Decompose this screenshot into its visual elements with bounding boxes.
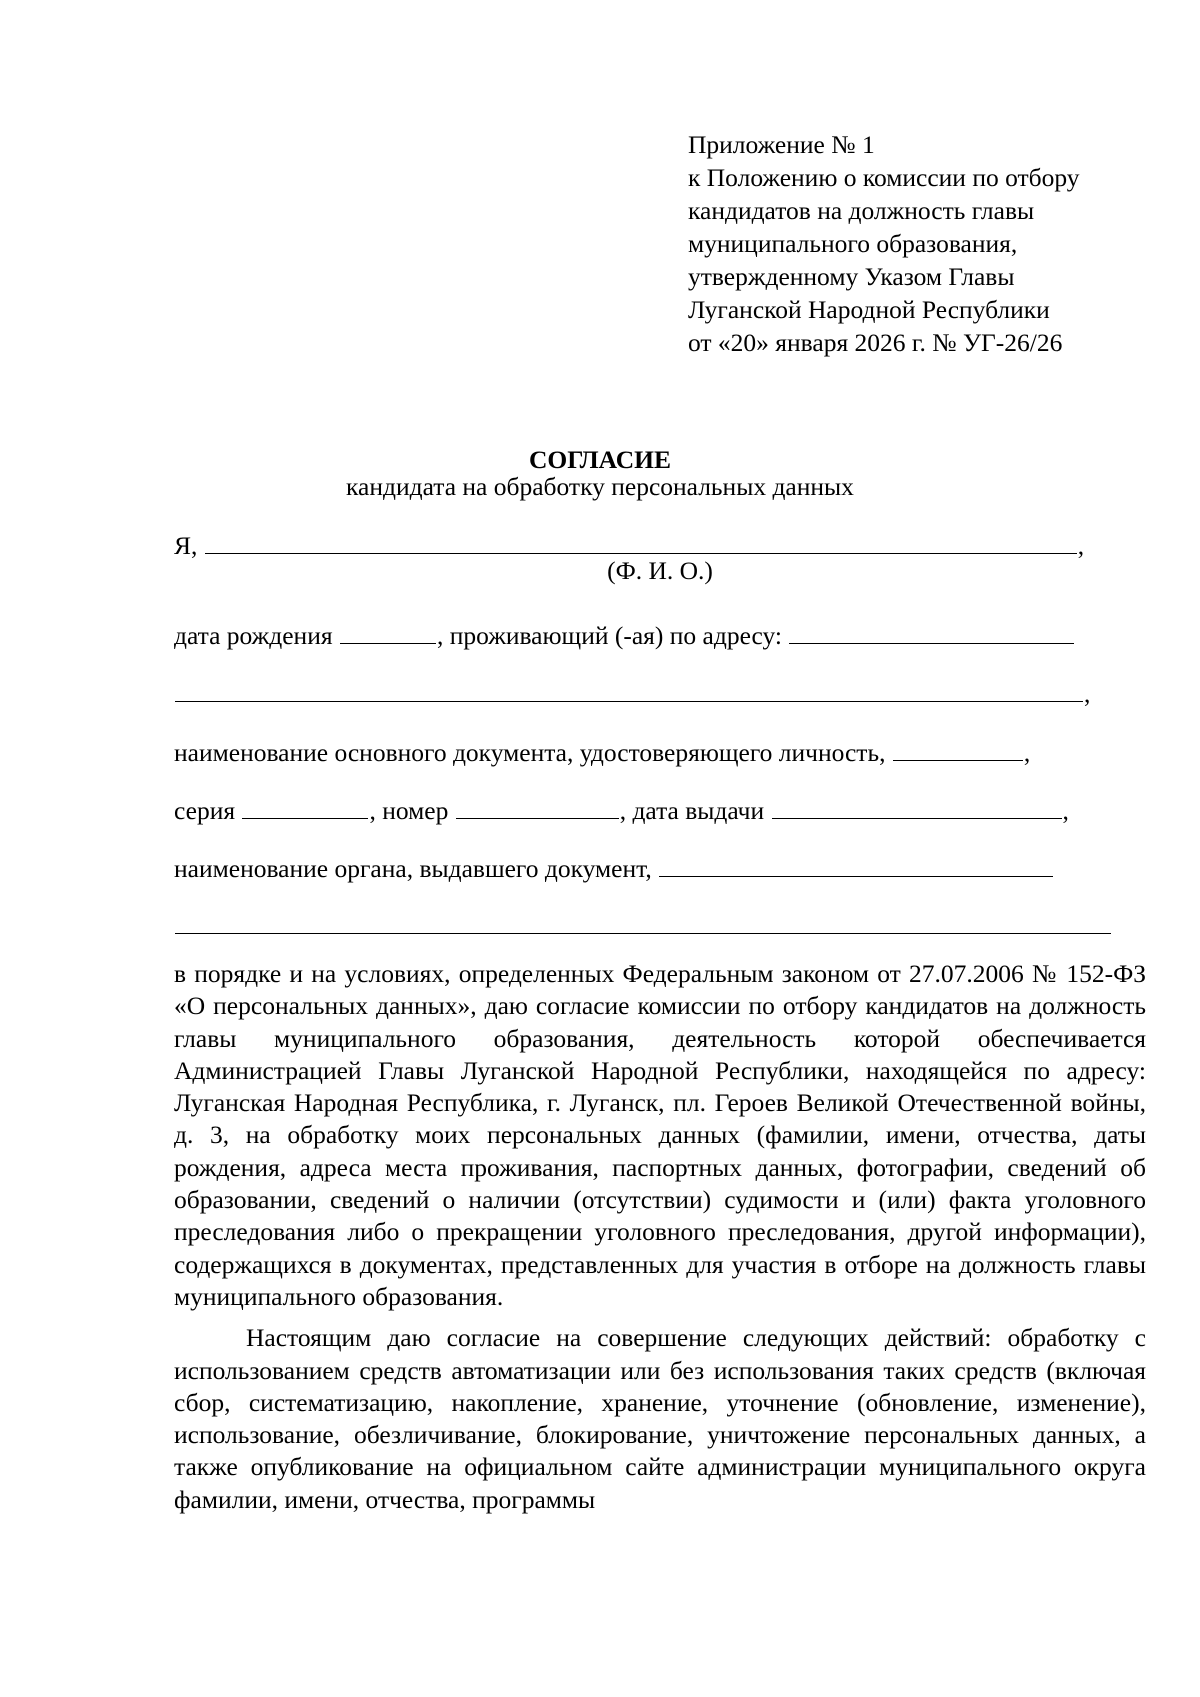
fio-blank[interactable] (205, 531, 1077, 554)
issuer-continuation-line (174, 910, 1112, 942)
document-subtitle: кандидата на обработку персональных данных (346, 472, 854, 501)
appendix-line: утвержденному Указом Главы (688, 262, 1015, 291)
series-number-line (174, 795, 1069, 827)
birth-label: дата рождения (174, 621, 333, 650)
appendix-line: Приложение № 1 (688, 130, 875, 159)
appendix-line: Луганской Народной Республики (688, 295, 1050, 324)
document-title: СОГЛАСИЕ (528, 445, 672, 474)
issuer-blank[interactable] (659, 854, 1053, 877)
number-label: , номер (369, 796, 449, 825)
fio-suffix: , (1077, 531, 1085, 560)
issuer-continuation-blank[interactable] (175, 911, 1111, 934)
appendix-header (688, 128, 1168, 359)
issuer-line (174, 853, 1054, 885)
series-label: серия (174, 796, 236, 825)
consent-body (174, 958, 1146, 1516)
consent-paragraph-2: Настоящим даю согласие на совершение следующих действий: обработку с использованием средств автоматизации или без использования таких средств (включая сбор, систематизацию, накопление, хранение, уточнение (обновление, изменение), использование, обезличивание, блокирование, уничтожение персональных данных, а также опубликование на официальном сайте администрации муниципального округа фамилии, имени, отчества, программы (174, 1323, 1146, 1514)
appendix-line: к Положению о комиссии по отбору (688, 163, 1080, 192)
id-document-line (174, 737, 1030, 769)
issuer-label: наименование органа, выдавшего документ, (174, 854, 652, 883)
issue-date-label: , дата выдачи (619, 796, 765, 825)
consent-paragraph-1: в порядке и на условиях, определенных Федеральным законом от 27.07.2006 № 152-ФЗ «О персональных данных», даю согласие комиссии по отбору кандидатов на должность главы муниципального образования, деятельность которой обеспечивается Администрацией Главы Луганской Народной Республики, находящейся по адресу: Луганская Народная Республика, г. Луганск, пл. Героев Великой Отечественной войны, д. 3, на обработку моих персональных данных (фамилии, имени, отчества, даты рождения, адреса места проживания, паспортных данных, фотографии, сведений об образовании, сведений о наличии (отсутствии) судимости и (или) факта уголовного преследования либо о прекращении уголовного преследования, другой информации), содержащихся в документах, представленных для участия в отборе на должность главы муниципального образования. (174, 959, 1146, 1311)
address-continuation-blank[interactable] (175, 679, 1083, 702)
number-blank[interactable] (456, 796, 619, 819)
id-doc-suffix: , (1023, 738, 1031, 767)
address-continuation-line (174, 678, 1090, 710)
fio-caption: (Ф. И. О.) (607, 556, 713, 585)
birth-address-line (174, 620, 1075, 652)
issue-date-suffix: , (1062, 796, 1069, 825)
birth-date-blank[interactable] (340, 621, 436, 644)
appendix-line: муниципального образования, (688, 229, 1018, 258)
address-blank[interactable] (789, 621, 1074, 644)
address-line-suffix: , (1084, 679, 1091, 708)
id-doc-label: наименование основного документа, удостоверяющего личность, (174, 738, 886, 767)
address-label: , проживающий (-ая) по адресу: (436, 621, 782, 650)
fio-prefix: Я, (174, 531, 198, 560)
id-doc-blank[interactable] (893, 738, 1023, 761)
series-blank[interactable] (242, 796, 368, 819)
issue-date-blank[interactable] (772, 796, 1062, 819)
appendix-line: от «20» января 2026 г. № УГ-26/26 (688, 328, 1063, 357)
appendix-line: кандидатов на должность главы (688, 196, 1035, 225)
